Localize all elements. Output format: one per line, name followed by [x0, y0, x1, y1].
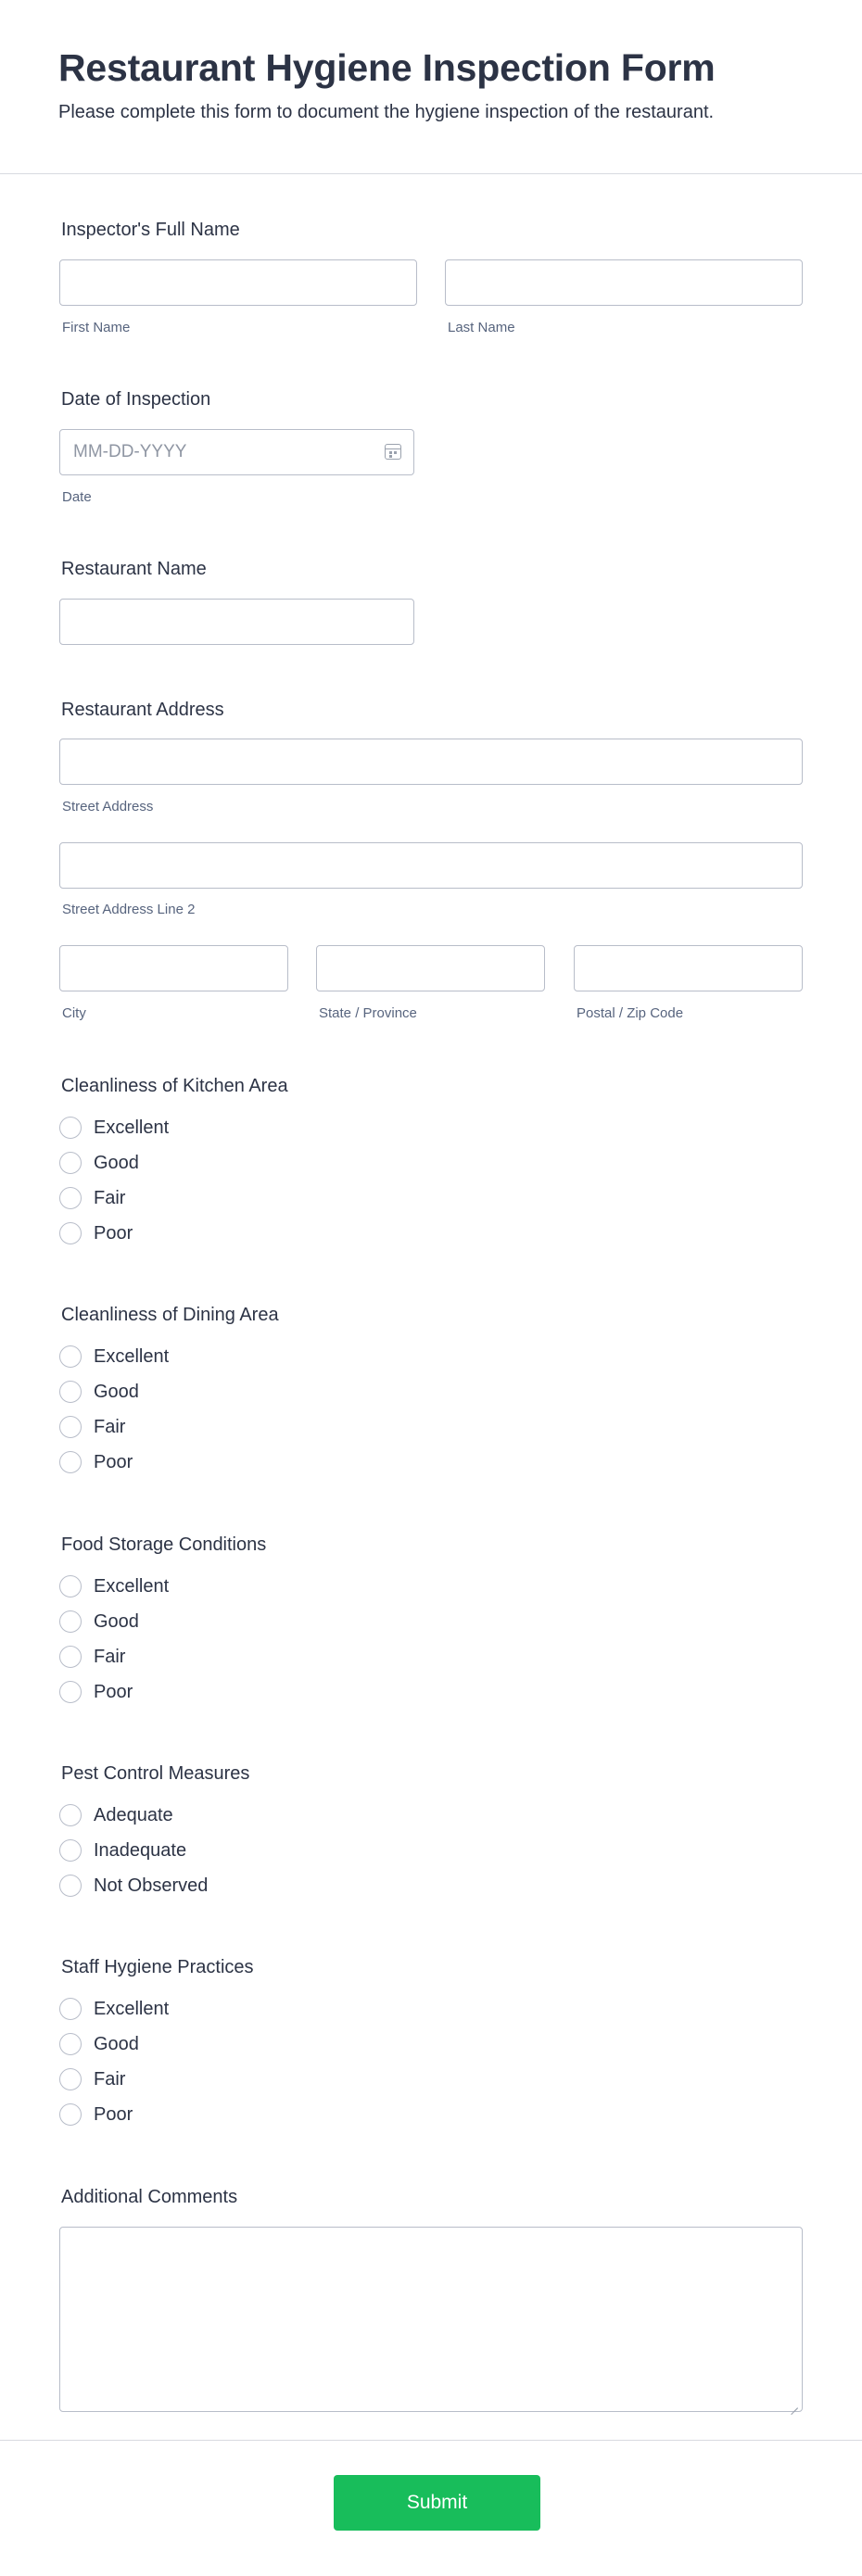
kitchen-option-excellent[interactable]: [59, 1115, 169, 1141]
radio-label: Fair: [94, 1646, 126, 1667]
radio-label: Good: [94, 1152, 139, 1173]
first-name-input[interactable]: [59, 259, 417, 306]
date-label: Date of Inspection: [61, 389, 211, 410]
radio-button[interactable]: [59, 1416, 82, 1438]
radio-button[interactable]: [59, 1575, 82, 1597]
radio-label: Excellent: [94, 1117, 170, 1138]
city-input[interactable]: [59, 945, 288, 991]
comments-label: Additional Comments: [61, 2187, 238, 2207]
street-address-line2-sublabel: Street Address Line 2: [62, 902, 196, 917]
radio-label: Not Observed: [94, 1875, 209, 1896]
form-title: Restaurant Hygiene Inspection Form: [58, 46, 716, 89]
radio-button[interactable]: [59, 1222, 82, 1244]
state-input[interactable]: [316, 945, 545, 991]
storage-option-excellent[interactable]: [59, 1573, 169, 1599]
pest-option-not-observed[interactable]: [59, 1873, 208, 1899]
radio-label: Good: [94, 1381, 139, 1402]
radio-label: Fair: [94, 1416, 126, 1437]
storage-option-fair[interactable]: [59, 1644, 125, 1670]
address-label: Restaurant Address: [61, 700, 224, 720]
street-address-line2-input[interactable]: [59, 842, 803, 889]
storage-label: Food Storage Conditions: [61, 1534, 267, 1555]
radio-button[interactable]: [59, 1875, 82, 1897]
dining-option-fair[interactable]: [59, 1414, 125, 1440]
radio-label: Good: [94, 2033, 139, 2054]
last-name-input[interactable]: [445, 259, 803, 306]
storage-option-poor[interactable]: [59, 1679, 133, 1705]
form-footer: [0, 2440, 862, 2576]
date-input[interactable]: [59, 429, 414, 475]
staff-option-fair[interactable]: [59, 2066, 125, 2092]
state-sublabel: State / Province: [319, 1005, 417, 1021]
radio-label: Excellent: [94, 1345, 170, 1367]
inspector-name-label: Inspector's Full Name: [61, 220, 240, 240]
storage-option-good[interactable]: [59, 1609, 139, 1635]
radio-label: Excellent: [94, 1575, 170, 1597]
radio-button[interactable]: [59, 1117, 82, 1139]
pest-option-adequate[interactable]: [59, 1802, 173, 1828]
radio-label: Inadequate: [94, 1839, 187, 1861]
radio-label: Fair: [94, 1187, 126, 1208]
date-field: [59, 429, 414, 475]
dining-option-poor[interactable]: [59, 1449, 133, 1475]
radio-label: Fair: [94, 2068, 126, 2090]
radio-button[interactable]: [59, 1381, 82, 1403]
radio-button[interactable]: [59, 1998, 82, 2020]
calendar-icon[interactable]: [385, 444, 401, 460]
resize-handle-icon[interactable]: [789, 2399, 798, 2408]
street-address-input[interactable]: [59, 739, 803, 785]
dining-option-good[interactable]: [59, 1379, 139, 1405]
radio-button[interactable]: [59, 1345, 82, 1368]
radio-label: Poor: [94, 2103, 133, 2125]
radio-label: Poor: [94, 1222, 133, 1244]
kitchen-option-poor[interactable]: [59, 1220, 133, 1246]
last-name-sublabel: Last Name: [448, 320, 515, 335]
radio-button[interactable]: [59, 1187, 82, 1209]
pest-label: Pest Control Measures: [61, 1763, 250, 1784]
radio-label: Adequate: [94, 1804, 173, 1825]
dining-option-excellent[interactable]: [59, 1344, 169, 1370]
form-header: [0, 0, 862, 174]
radio-button[interactable]: [59, 1804, 82, 1826]
radio-button[interactable]: [59, 1152, 82, 1174]
radio-button[interactable]: [59, 2103, 82, 2126]
staff-label: Staff Hygiene Practices: [61, 1957, 254, 1977]
staff-option-excellent[interactable]: [59, 1996, 169, 2022]
radio-button[interactable]: [59, 1839, 82, 1862]
submit-button[interactable]: Submit: [334, 2475, 540, 2531]
date-sublabel: Date: [62, 489, 92, 505]
restaurant-name-input[interactable]: [59, 599, 414, 645]
radio-button[interactable]: [59, 1451, 82, 1473]
zip-input[interactable]: [574, 945, 803, 991]
kitchen-option-good[interactable]: [59, 1150, 139, 1176]
radio-button[interactable]: [59, 1646, 82, 1668]
restaurant-name-label: Restaurant Name: [61, 559, 207, 579]
city-sublabel: City: [62, 1005, 86, 1021]
dining-label: Cleanliness of Dining Area: [61, 1305, 279, 1325]
radio-label: Excellent: [94, 1998, 170, 2019]
radio-button[interactable]: [59, 1610, 82, 1633]
kitchen-option-fair[interactable]: [59, 1185, 125, 1211]
radio-label: Good: [94, 1610, 139, 1632]
first-name-sublabel: First Name: [62, 320, 131, 335]
radio-button[interactable]: [59, 1681, 82, 1703]
pest-option-inadequate[interactable]: [59, 1837, 186, 1863]
staff-option-good[interactable]: [59, 2031, 139, 2057]
staff-option-poor[interactable]: [59, 2102, 133, 2128]
street-address-sublabel: Street Address: [62, 799, 154, 814]
form-subtitle: Please complete this form to document the hygiene inspection of the restaurant.: [58, 102, 715, 122]
radio-label: Poor: [94, 1451, 133, 1472]
radio-button[interactable]: [59, 2068, 82, 2090]
radio-button[interactable]: [59, 2033, 82, 2055]
zip-sublabel: Postal / Zip Code: [577, 1005, 684, 1021]
kitchen-label: Cleanliness of Kitchen Area: [61, 1076, 288, 1096]
radio-label: Poor: [94, 1681, 133, 1702]
comments-textarea[interactable]: [59, 2227, 803, 2412]
